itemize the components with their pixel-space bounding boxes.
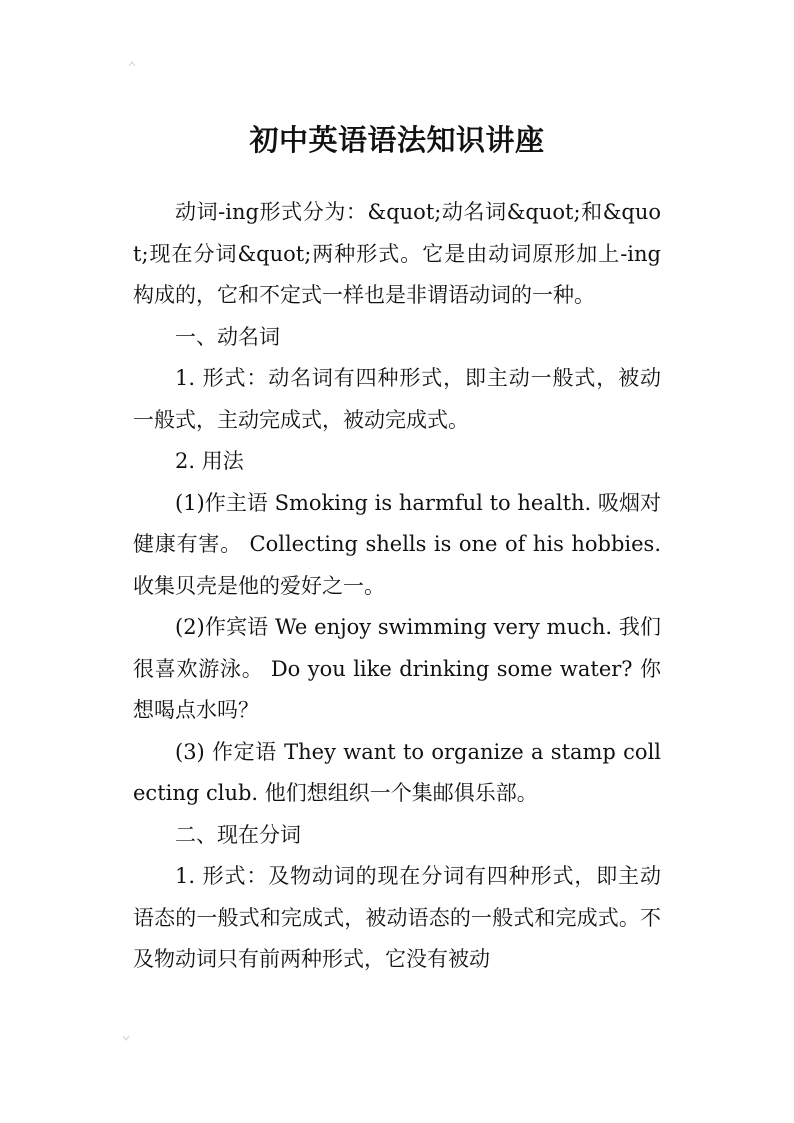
paragraph: (1)作主语 Smoking is harmful to health. 吸烟对健康有害。 Collecting shells is one of his hobbies. 收集贝壳是他的爱好之一。 bbox=[133, 490, 661, 598]
document-title: 初中英语语法知识讲座 bbox=[249, 123, 545, 158]
paragraph: 动词-ing形式分为：&quot;动名词&quot;和&quot;现在分词&quot;两种形式。它是由动词原形加上-ing构成的，它和不定式一样也是非谓语动词的一种。 bbox=[133, 200, 661, 307]
corner-mark-icon bbox=[122, 1034, 130, 1042]
subsection-heading: 2. 用法 bbox=[175, 449, 244, 473]
section-heading: 一、动名词 bbox=[175, 324, 280, 349]
corner-mark-icon bbox=[128, 60, 136, 68]
paragraph: 1. 形式：及物动词的现在分词有四种形式，即主动语态的一般式和完成式，被动语态的一般式和完成式。不及物动词只有前两种形式，它没有被动 bbox=[133, 864, 661, 971]
paragraph: (2)作宾语 We enjoy swimming very much. 我们很喜欢游泳。 Do you like drinking some water? 你想喝点水吗？ bbox=[133, 615, 661, 722]
paragraph: (3) 作定语 They want to organize a stamp collecting club. 他们想组织一个集邮俱乐部。 bbox=[133, 739, 661, 805]
document-body bbox=[133, 192, 661, 981]
paragraph: 1. 形式：动名词有四种形式，即主动一般式，被动一般式，主动完成式，被动完成式。 bbox=[133, 366, 661, 432]
section-heading: 二、现在分词 bbox=[175, 822, 301, 847]
